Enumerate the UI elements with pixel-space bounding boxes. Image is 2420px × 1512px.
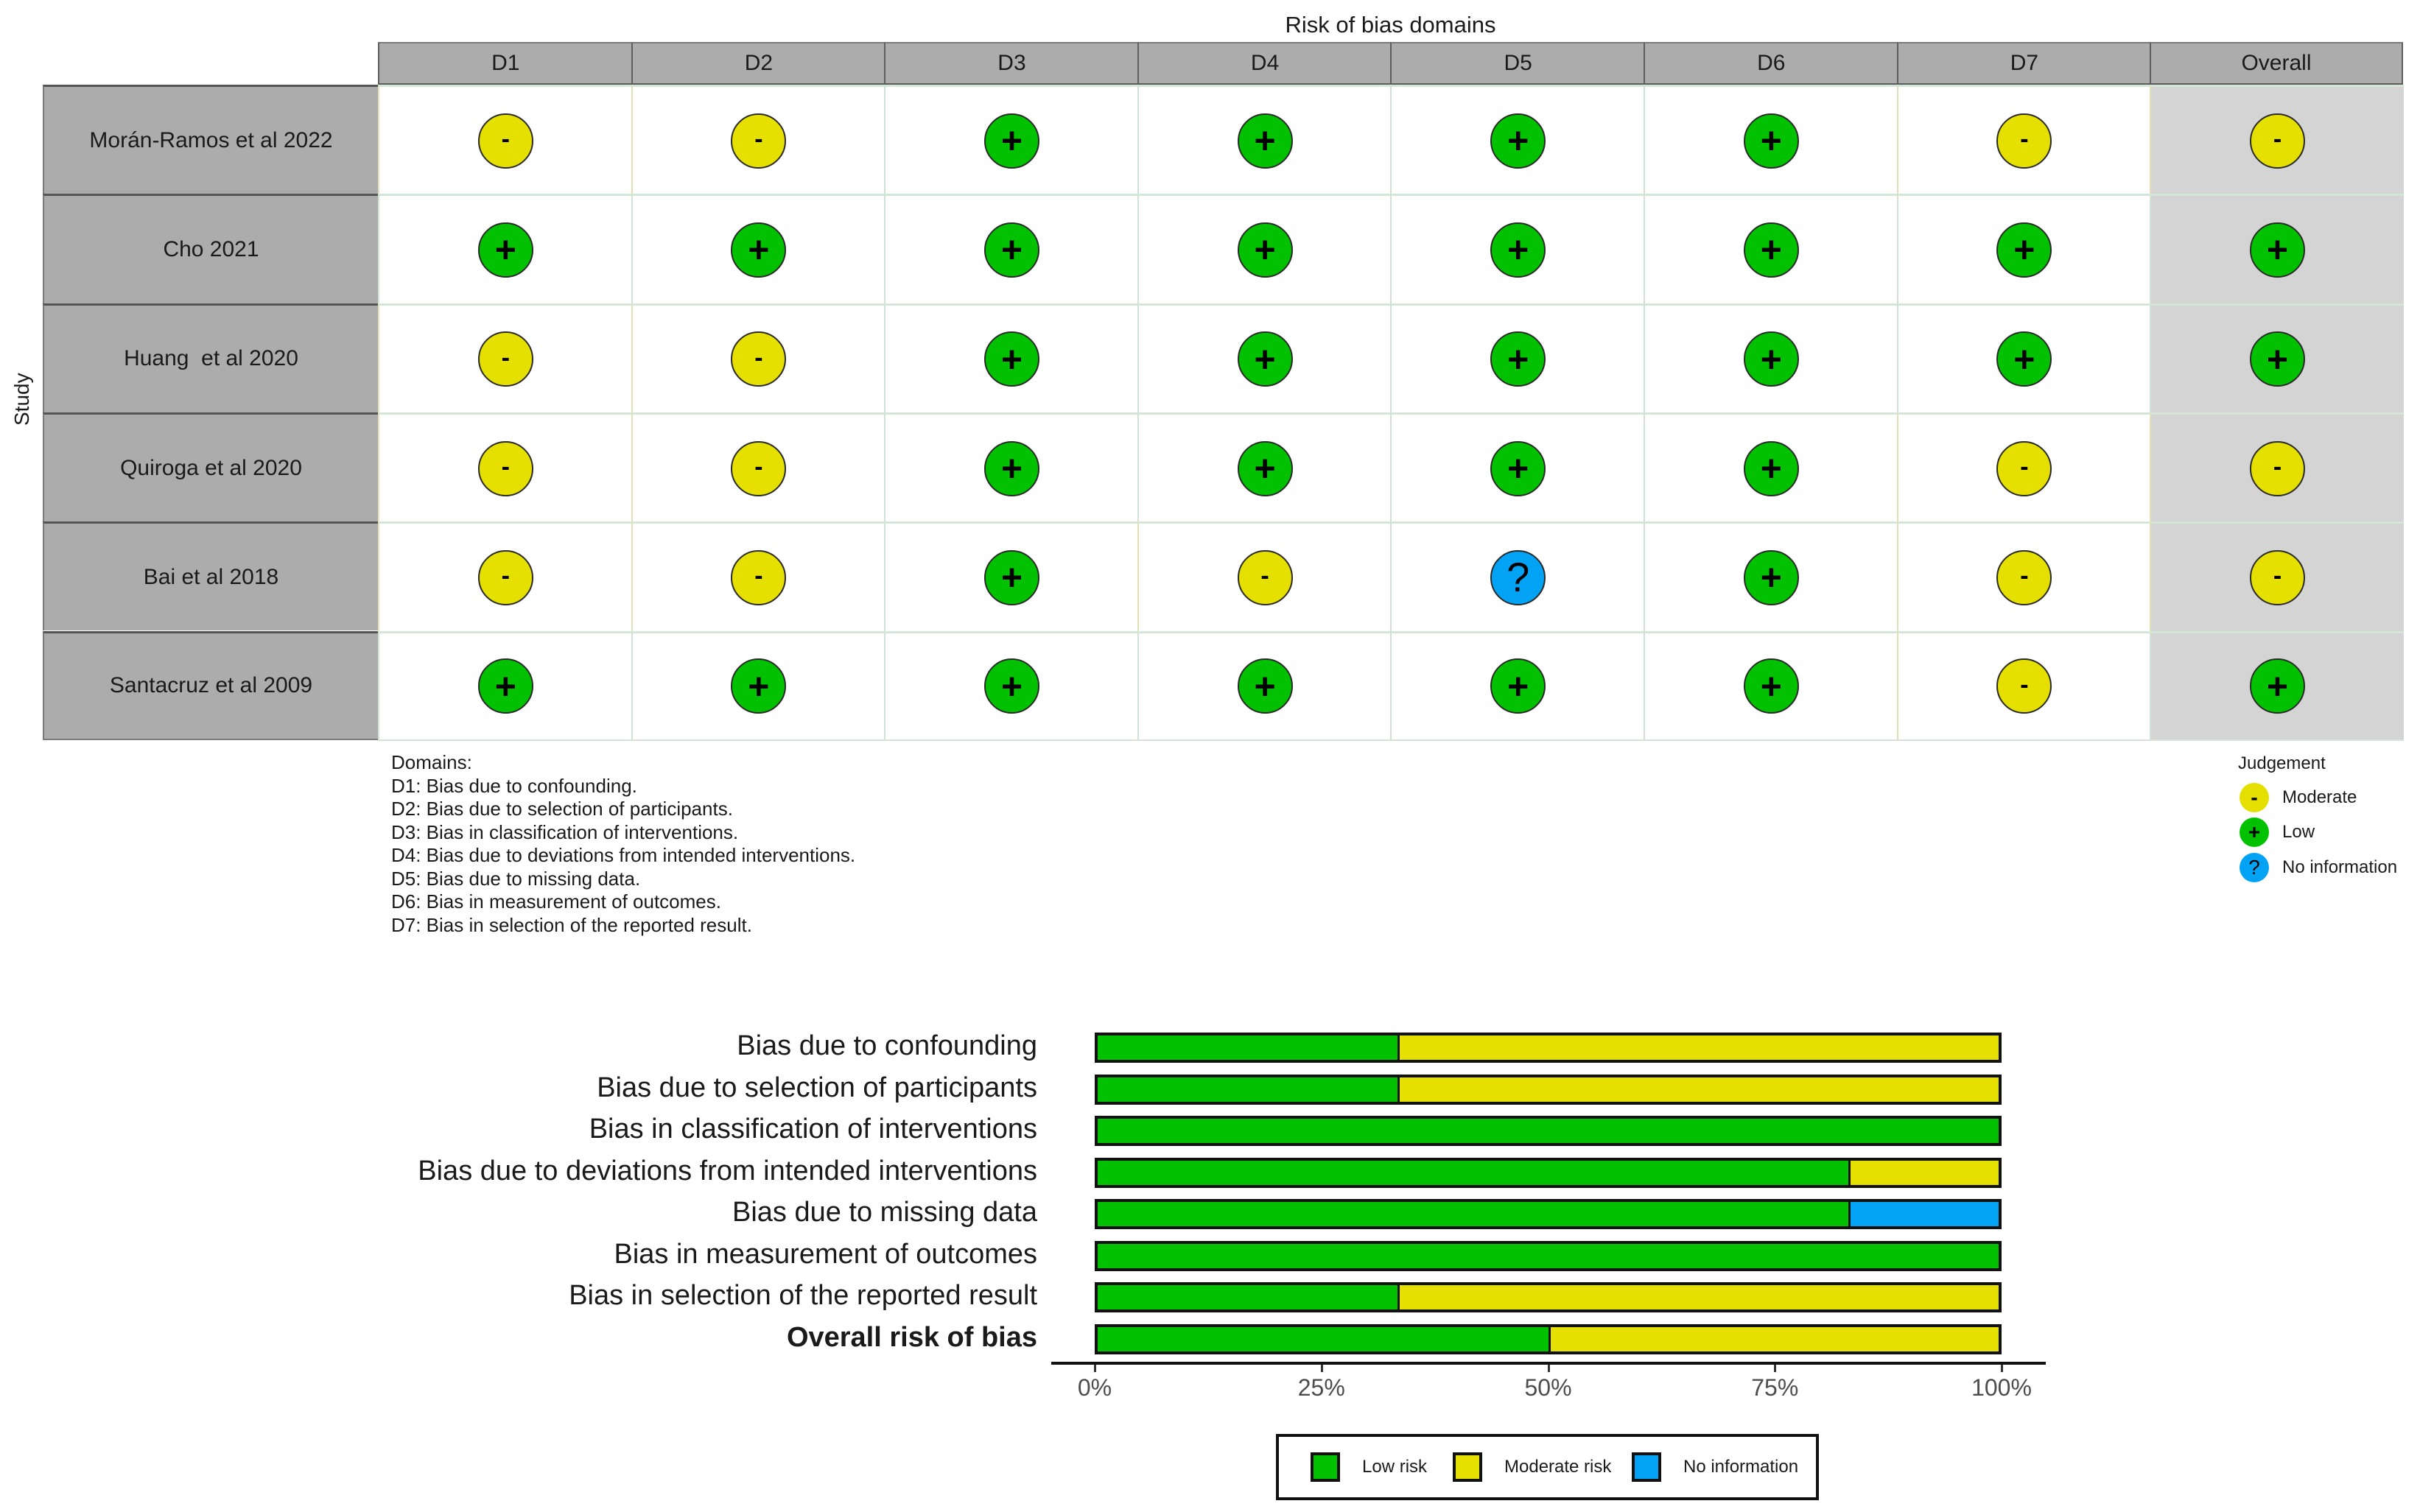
x-tick-label: 100% <box>1971 1374 2032 1401</box>
judgement-symbol: + <box>1507 448 1529 490</box>
low-risk-icon <box>1996 222 2052 278</box>
judgement-symbol: - <box>1260 562 1269 591</box>
low-risk-icon <box>1490 113 1546 169</box>
judgement-symbol: - <box>501 343 510 372</box>
stacked-bar <box>1095 1158 2002 1188</box>
judgement-cell <box>378 631 632 741</box>
judgement-cell <box>884 194 1138 303</box>
judgement-symbol: + <box>1254 120 1276 162</box>
judgement-cell <box>378 303 632 413</box>
judgement-symbol: - <box>2020 562 2029 591</box>
judgement-symbol: + <box>1254 338 1276 380</box>
domain-def-d4: D4: Bias due to deviations from intended interventions. <box>391 844 856 866</box>
domains-key <box>391 751 855 937</box>
column-header-d5: D5 <box>1390 42 1644 85</box>
low-risk-icon <box>2250 658 2305 714</box>
stacked-bar <box>1095 1282 2002 1312</box>
judgement-symbol: + <box>2013 338 2035 380</box>
study-label: Huang et al 2020 <box>43 303 378 412</box>
judgement-cell <box>1390 194 1644 303</box>
judgement-symbol: - <box>2020 125 2029 154</box>
legend-item-no-information <box>1632 1437 1798 1497</box>
stacked-bar <box>1095 1241 2002 1271</box>
judgement-cell <box>2150 303 2404 413</box>
judgement-symbol: + <box>1507 338 1529 380</box>
bar-segment-moderate-risk <box>1397 1077 1999 1102</box>
domain-def-d7: D7: Bias in selection of the reported result. <box>391 913 752 936</box>
x-tick-label: 25% <box>1297 1374 1345 1401</box>
moderate-risk-icon <box>478 550 533 605</box>
moderate-risk-icon <box>731 113 786 169</box>
low-risk-icon <box>1238 222 1293 278</box>
study-label: Bai et al 2018 <box>43 521 378 630</box>
judgement-cell <box>631 412 885 522</box>
y-axis-label: Study <box>10 373 33 426</box>
judgement-symbol: + <box>1000 338 1023 380</box>
legend-label: Moderate <box>2282 787 2357 807</box>
bar-segment-low-risk <box>1098 1161 1848 1185</box>
low-risk-icon <box>984 222 1039 278</box>
bar-segment-low-risk <box>1098 1035 1397 1060</box>
judgement-cell <box>2150 85 2404 194</box>
judgement-cell <box>631 521 885 631</box>
judgement-cell <box>1644 194 1898 303</box>
judgement-cell <box>1644 521 1898 631</box>
low-risk-icon: + <box>2240 817 2269 847</box>
moderate-risk-icon <box>1238 550 1293 605</box>
judgement-cell <box>1390 412 1644 522</box>
judgement-symbol: + <box>1000 665 1023 707</box>
judgement-symbol: + <box>1507 665 1529 707</box>
study-label: Quiroga et al 2020 <box>43 412 378 521</box>
judgement-symbol: + <box>1760 338 1782 380</box>
low-risk-icon <box>1744 441 1799 496</box>
bar-category-label: Bias due to confounding <box>737 1030 1037 1061</box>
bar-category-label: Bias due to selection of participants <box>597 1072 1037 1103</box>
legend-item-moderate <box>2240 782 2357 813</box>
low-risk-icon <box>984 113 1039 169</box>
low-risk-icon <box>1490 441 1546 496</box>
judgement-symbol: - <box>754 125 763 154</box>
judgement-cell <box>2150 631 2404 741</box>
judgement-cell <box>1390 521 1644 631</box>
judgement-cell <box>1390 85 1644 194</box>
judgement-cell <box>1897 521 2151 631</box>
low-risk-icon <box>984 331 1039 387</box>
legend-item-moderate-risk <box>1453 1437 1611 1497</box>
judgement-symbol: + <box>494 229 516 271</box>
legend-label: Low <box>2282 822 2315 842</box>
moderate-risk-icon <box>1996 113 2052 169</box>
judgement-cell <box>2150 412 2404 522</box>
judgement-symbol: - <box>2020 453 2029 482</box>
low-risk-icon <box>1744 331 1799 387</box>
moderate-risk-icon <box>478 113 533 169</box>
legend-label: Moderate risk <box>1504 1457 1612 1477</box>
judgement-symbol: - <box>501 453 510 482</box>
judgement-symbol: + <box>1000 120 1023 162</box>
low-risk-icon <box>984 441 1039 496</box>
judgement-symbol: + <box>2013 229 2035 271</box>
judgement-cell <box>1644 631 1898 741</box>
judgement-symbol: + <box>1000 229 1023 271</box>
judgement-cell <box>1137 85 1392 194</box>
low-risk-icon <box>478 222 533 278</box>
column-header-d1: D1 <box>378 42 632 85</box>
no-information-icon <box>1490 550 1546 605</box>
judgement-symbol: + <box>2266 665 2289 707</box>
moderate-risk-icon <box>731 550 786 605</box>
judgement-cell <box>1137 521 1392 631</box>
judgement-symbol: + <box>1254 665 1276 707</box>
legend-item-low-risk <box>1311 1437 1427 1497</box>
bar-segment-moderate-risk <box>1549 1327 1999 1351</box>
low-risk-icon <box>1996 331 2052 387</box>
bar-segment-low-risk <box>1098 1077 1397 1102</box>
low-risk-icon <box>1238 331 1293 387</box>
column-header-d3: D3 <box>884 42 1138 85</box>
judgement-symbol: + <box>1000 448 1023 490</box>
legend-label: Low risk <box>1362 1457 1428 1477</box>
low-risk-icon <box>1238 113 1293 169</box>
judgement-cell <box>1390 631 1644 741</box>
low-risk-icon <box>1238 441 1293 496</box>
legend-label: No information <box>1683 1457 1799 1477</box>
column-header-d2: D2 <box>631 42 885 85</box>
judgement-cell <box>1137 303 1392 413</box>
low-risk-icon <box>1744 658 1799 714</box>
stacked-bar <box>1095 1324 2002 1354</box>
judgement-cell <box>884 412 1138 522</box>
judgement-symbol: + <box>1760 229 1782 271</box>
moderate-risk-icon <box>731 441 786 496</box>
domain-def-d1: D1: Bias due to confounding. <box>391 774 637 797</box>
judgement-symbol: - <box>2273 562 2282 591</box>
bar-segment-low-risk <box>1098 1202 1848 1226</box>
judgement-symbol: + <box>2266 338 2289 380</box>
moderate-risk-icon <box>478 441 533 496</box>
low-risk-icon <box>2250 331 2305 387</box>
judgement-cell <box>1897 194 2151 303</box>
judgement-cell <box>2150 521 2404 631</box>
moderate-risk-icon: - <box>2240 783 2269 812</box>
domain-def-d3: D3: Bias in classification of interventions. <box>391 820 739 843</box>
judgement-cell <box>378 194 632 303</box>
stacked-bar <box>1095 1116 2002 1146</box>
judgement-legend-title: Judgement <box>2238 753 2326 773</box>
bar-category-label: Overall risk of bias <box>786 1321 1037 1353</box>
judgement-cell <box>1897 85 2151 194</box>
judgement-cell <box>884 85 1138 194</box>
column-header-d6: D6 <box>1644 42 1898 85</box>
low-risk-icon <box>1490 331 1546 387</box>
bar-category-label: Bias due to deviations from intended interventions <box>418 1155 1037 1186</box>
judgement-symbol: - <box>754 453 763 482</box>
stacked-bar <box>1095 1075 2002 1105</box>
moderate-risk-icon <box>2250 113 2305 169</box>
x-tick-mark <box>1774 1365 1776 1372</box>
judgement-cell <box>884 521 1138 631</box>
judgement-cell <box>378 85 632 194</box>
low-risk-icon <box>984 550 1039 605</box>
moderate-risk-icon <box>1996 441 2052 496</box>
judgement-cell <box>1137 631 1392 741</box>
judgement-cell <box>884 631 1138 741</box>
judgement-symbol: + <box>1254 229 1276 271</box>
bar-segment-low-risk <box>1098 1119 1999 1143</box>
low-risk-icon <box>731 658 786 714</box>
bar-chart-legend <box>1276 1434 1819 1500</box>
judgement-cell <box>1644 412 1898 522</box>
low-risk-icon <box>1744 113 1799 169</box>
judgement-cell <box>631 194 885 303</box>
judgement-cell <box>1897 412 2151 522</box>
judgement-symbol: + <box>1760 448 1782 490</box>
chart-title: Risk of bias domains <box>1285 12 1496 38</box>
judgement-symbol: - <box>2273 453 2282 482</box>
bar-segment-moderate-risk <box>1848 1161 1999 1185</box>
moderate-risk-icon <box>478 331 533 387</box>
study-label: Morán-Ramos et al 2022 <box>43 85 378 194</box>
low-risk-icon <box>2250 222 2305 278</box>
domain-def-d5: D5: Bias due to missing data. <box>391 867 641 890</box>
no-information-icon: ? <box>2240 853 2269 882</box>
column-header-overall: Overall <box>2150 42 2403 85</box>
column-header-d7: D7 <box>1897 42 2151 85</box>
moderate-risk-icon <box>2250 441 2305 496</box>
bar-category-label: Bias in selection of the reported result <box>569 1280 1037 1311</box>
column-header-d4: D4 <box>1137 42 1392 85</box>
judgement-cell <box>631 631 885 741</box>
x-tick-label: 50% <box>1524 1374 1572 1401</box>
judgement-cell <box>1897 631 2151 741</box>
x-tick-mark <box>1094 1365 1096 1372</box>
judgement-symbol: - <box>501 562 510 591</box>
judgement-symbol: + <box>1254 448 1276 490</box>
judgement-cell <box>631 85 885 194</box>
judgement-cell <box>2150 194 2404 303</box>
judgement-cell <box>631 303 885 413</box>
x-tick-mark <box>1321 1365 1323 1372</box>
low-risk-icon <box>1490 222 1546 278</box>
judgement-cell <box>1644 303 1898 413</box>
judgement-symbol: + <box>1760 557 1782 599</box>
judgement-cell <box>378 412 632 522</box>
stacked-bar <box>1095 1033 2002 1063</box>
bar-segment-low-risk <box>1098 1244 1999 1268</box>
bar-segment-moderate-risk <box>1397 1285 1999 1309</box>
moderate-risk-icon <box>1996 550 2052 605</box>
low-risk-icon <box>1490 658 1546 714</box>
bar-segment-no-information <box>1848 1202 1999 1226</box>
low-risk-icon <box>1744 550 1799 605</box>
judgement-symbol: + <box>1760 665 1782 707</box>
x-tick-label: 0% <box>1077 1374 1112 1401</box>
judgement-symbol: + <box>494 665 516 707</box>
judgement-cell <box>378 521 632 631</box>
domain-def-d2: D2: Bias due to selection of participants. <box>391 798 733 820</box>
bar-category-label: Bias in classification of interventions <box>589 1114 1037 1144</box>
judgement-cell <box>1390 303 1644 413</box>
moderate-risk-swatch-icon <box>1453 1452 1482 1482</box>
low-risk-icon <box>1744 222 1799 278</box>
x-tick-label: 75% <box>1751 1374 1799 1401</box>
bar-segment-moderate-risk <box>1397 1035 1999 1060</box>
low-risk-icon <box>478 658 533 714</box>
bar-category-label: Bias due to missing data <box>732 1197 1037 1228</box>
judgement-cell <box>884 303 1138 413</box>
no-information-swatch-icon <box>1632 1452 1661 1482</box>
judgement-symbol: + <box>1507 229 1529 271</box>
moderate-risk-icon <box>2250 550 2305 605</box>
legend-label: No information <box>2282 857 2398 877</box>
bar-segment-low-risk <box>1098 1327 1549 1351</box>
judgement-symbol: + <box>1760 120 1782 162</box>
study-label: Cho 2021 <box>43 194 378 303</box>
x-tick-mark <box>2001 1365 2003 1372</box>
study-label: Santacruz et al 2009 <box>43 631 378 740</box>
judgement-symbol: + <box>748 665 770 707</box>
judgement-symbol: + <box>748 229 770 271</box>
stacked-bar <box>1095 1199 2002 1229</box>
judgement-symbol: + <box>1000 557 1023 599</box>
moderate-risk-icon <box>731 331 786 387</box>
bar-segment-low-risk <box>1098 1285 1397 1309</box>
x-tick-mark <box>1548 1365 1550 1372</box>
moderate-risk-icon <box>1996 658 2052 714</box>
judgement-symbol: + <box>1507 120 1529 162</box>
judgement-symbol: + <box>2266 229 2289 271</box>
bar-category-label: Bias in measurement of outcomes <box>614 1238 1037 1270</box>
judgement-symbol: - <box>754 343 763 372</box>
judgement-symbol: - <box>754 562 763 591</box>
judgement-symbol: - <box>2020 670 2029 699</box>
low-risk-icon <box>731 222 786 278</box>
domains-heading: Domains: <box>391 751 472 773</box>
legend-item-no-information <box>2240 852 2397 883</box>
judgement-symbol: - <box>501 125 510 154</box>
domain-def-d6: D6: Bias in measurement of outcomes. <box>391 890 721 913</box>
low-risk-icon <box>984 658 1039 714</box>
judgement-symbol: - <box>2273 125 2282 154</box>
judgement-cell <box>1137 194 1392 303</box>
legend-item-low <box>2240 817 2315 848</box>
low-risk-icon <box>1238 658 1293 714</box>
judgement-symbol: ? <box>1507 554 1530 601</box>
judgement-cell <box>1644 85 1898 194</box>
judgement-cell <box>1137 412 1392 522</box>
low-risk-swatch-icon <box>1311 1452 1340 1482</box>
judgement-cell <box>1897 303 2151 413</box>
